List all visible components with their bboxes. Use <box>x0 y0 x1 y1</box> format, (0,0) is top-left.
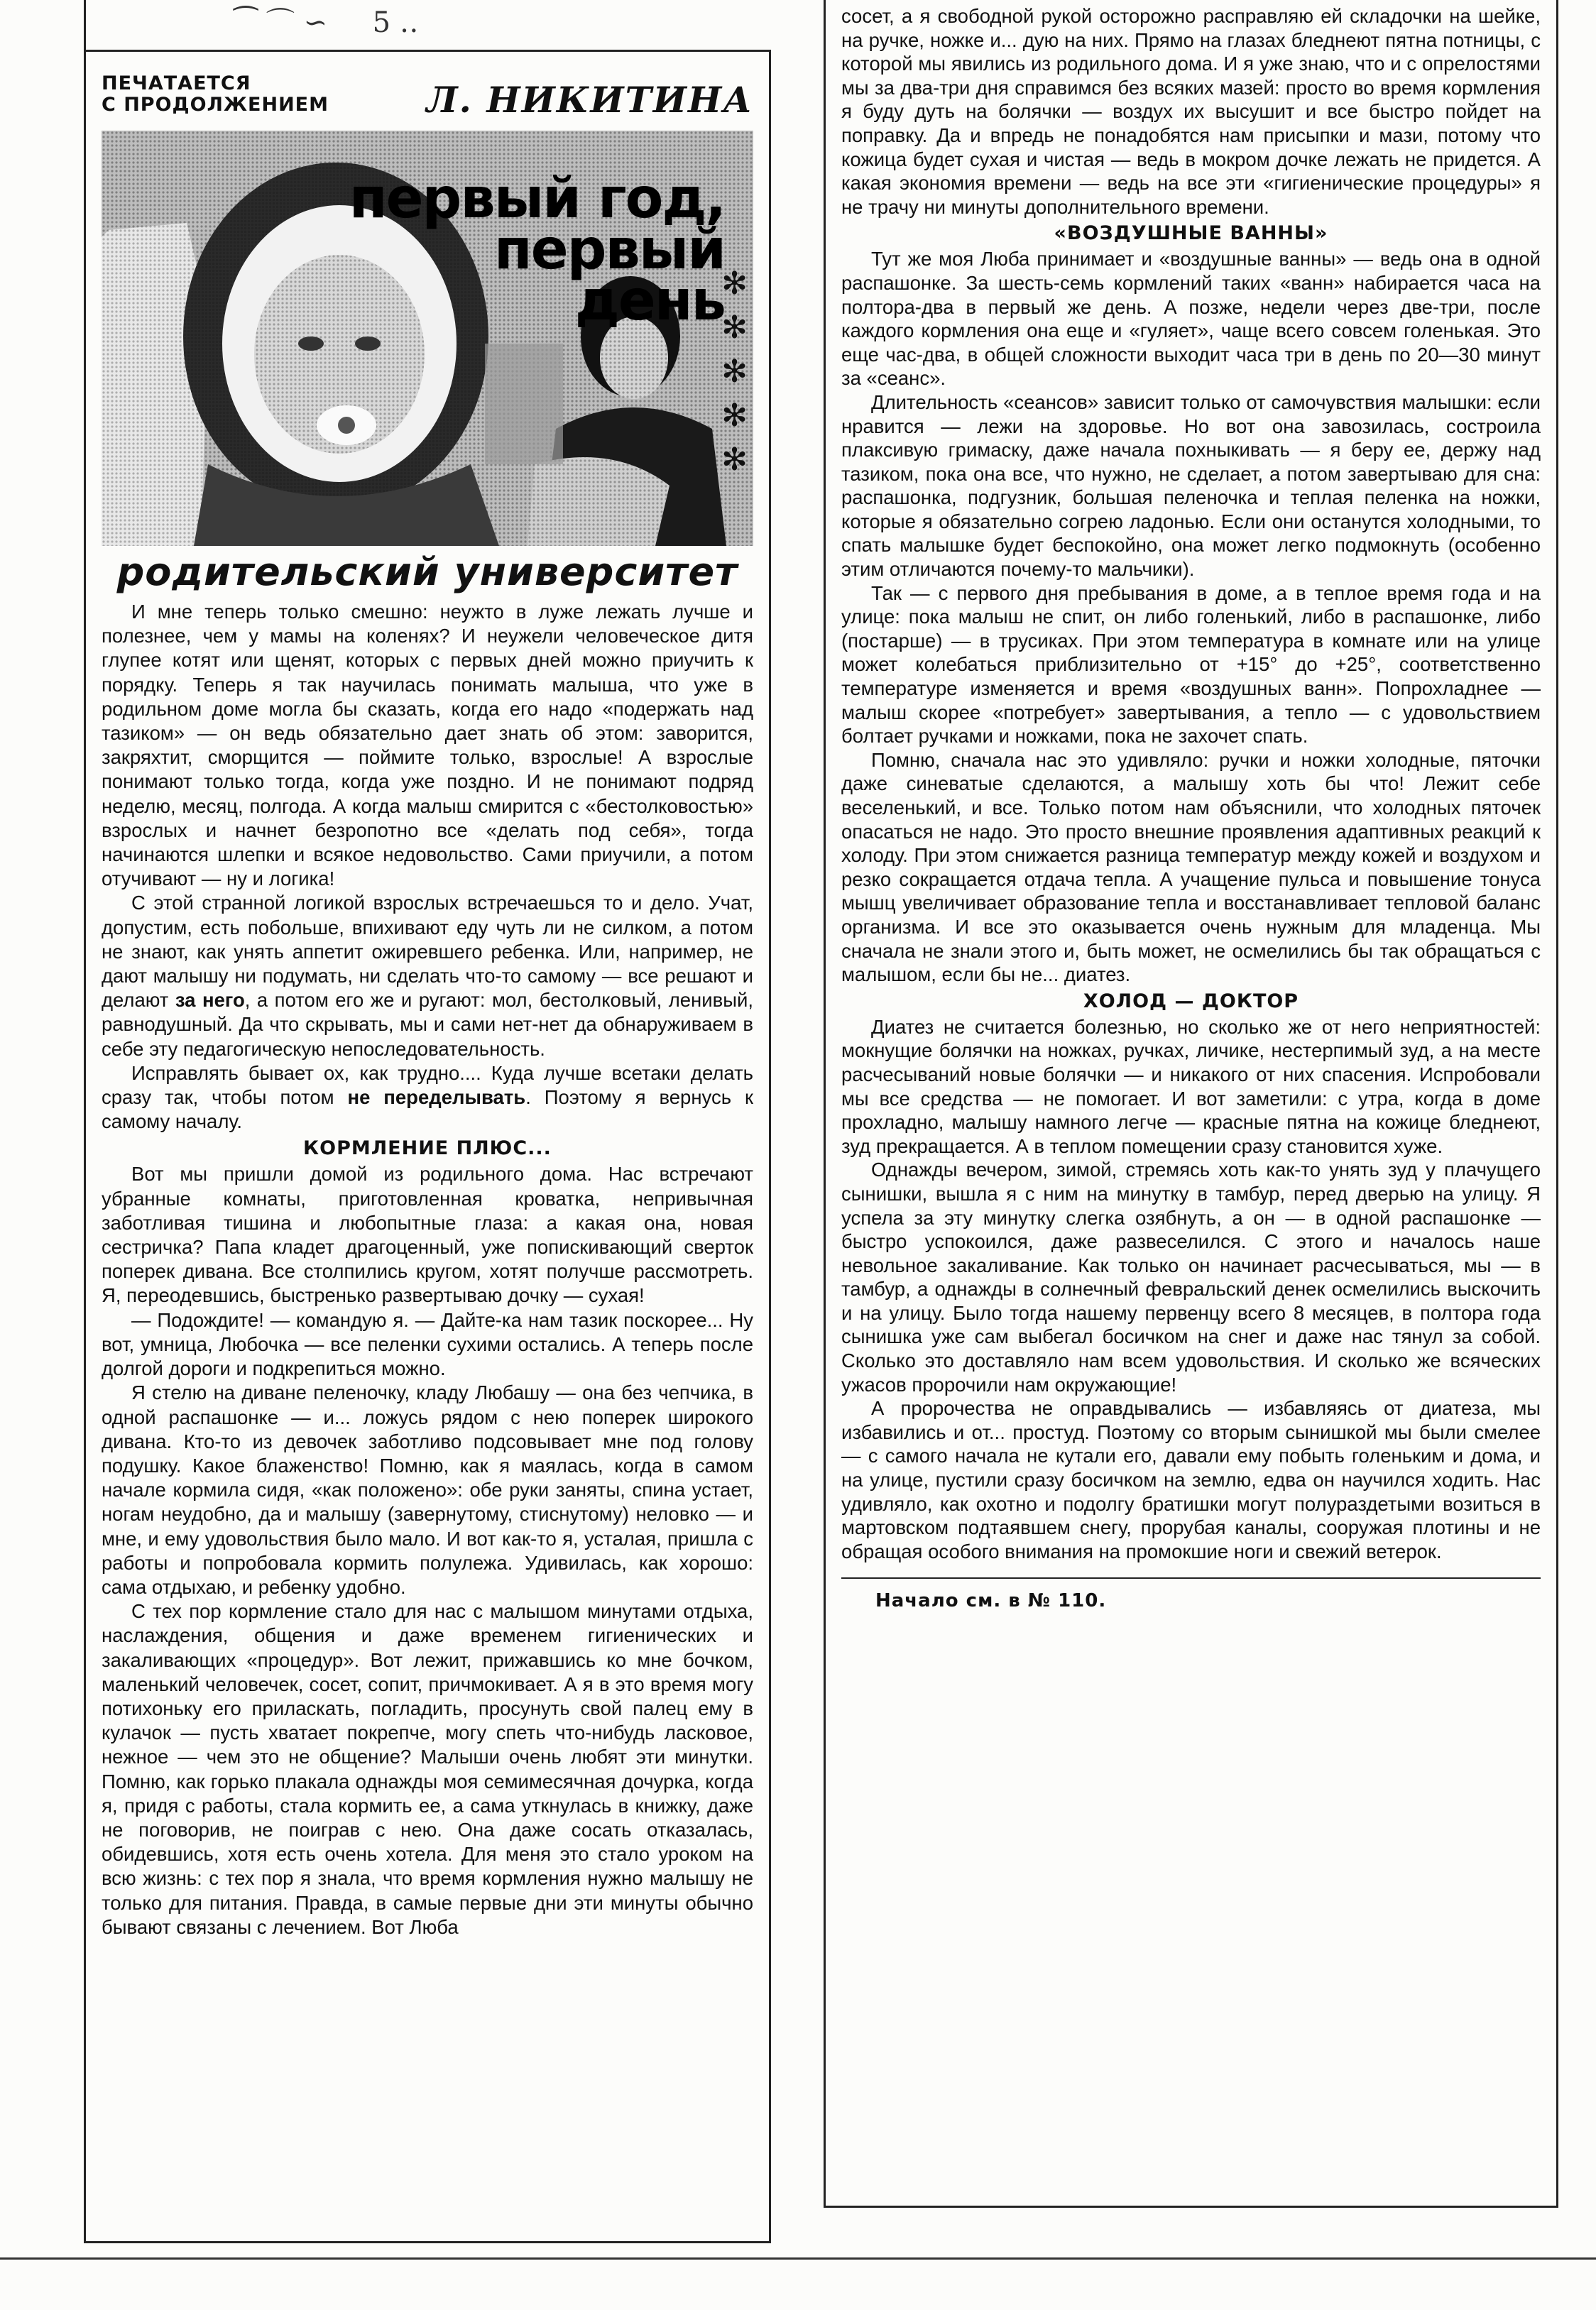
subheading-cold-doctor: ХОЛОД — ДОКТОР <box>1083 990 1299 1012</box>
continuation-kicker <box>102 73 329 116</box>
header-photo <box>102 131 753 546</box>
paragraph: Исправлять бывает ох, как трудно.... Куда лучше всетаки делать сразу так, чтобы потом не переделывать. Поэтому я вернусь к самому началу. <box>102 1061 753 1133</box>
subheading-air-baths: «ВОЗДУШНЫЕ ВАННЫ» <box>1054 222 1328 245</box>
paragraph: А пророчества не оправдывались — избавляясь от диатеза, мы избавились и от... простуд. Поэтому со вторым сынишкой мы были смелее — с самого начала не кутали его, давали ему побыть голеньким и дома, и на улице, пустили сразу босичком на землю, едва он научился ходить. Нас удивляло, как охотно и подолгу братишки могут полураздетыми возиться в мартовском подтаявшем снегу, прорубая каналы, сооружая плотины и не обращая особого внимания на промокшие ноги и свежий ветерок. <box>841 1397 1541 1562</box>
paragraph: сосет, а я свободной рукой осторожно расправляю ей складочки на шейке, на ручке, ножке и... дую на них. Прямо на глазах бледнеют пятна потницы, с которой мы явились из родильного дома. И я уже знаю, что и с опрелостями мы за два-три дня справимся без всяких мазей: просто во время кормления я буду дуть на болячки — воздух их высушит и все быстро пойдет на поправку. Да и впредь не понадобятся нам присыпки и мази, потому что кожица будет сухая и чистая — ведь в мокром дочке лежать не придется. А какая экономия времени — ведь на все эти «гигиенические процедуры» я не трачу ни минуты дополнительного времени. <box>841 5 1541 218</box>
star-icon: ✻ <box>721 310 748 346</box>
article-header <box>102 73 753 121</box>
paragraph: Длительность «сеансов» зависит только от самочувствия малышки: если нравится — лежи на здоровье. Но вот она завозилась, состроила плаксивую гримаску, даже начала похныкивать — я беру ее, держу над тазиком, пока она все, что нужно, не сделает, а потом завертываю для сна: распашонка, подгузник, большая пеленочка и теплая пеленка на ножки, которые я обязательно согрею ладонью. Если они останутся холодными, то спать малышке будет беспокойно, она может легко подмокнуть (особенно этим отличаются почему-то мальчики). <box>841 390 1541 581</box>
paragraph: И мне теперь только смешно: неужто в луже лежать лучше и полезнее, чем у мамы на коленях? И неужели человеческое дитя глупее котят или щенят, которых с первых дней можно приучить к порядку. Теперь я так научилась понимать малыша, что уже в родильном доме могла бы сказать, когда его надо «подержать над тазиком» — он ведь обязательно дает знать об этом: заворится, закряхтит, сморщится — поймите только, взрослые! А взрослые понимают только тогда, когда уже поздно. И не понимают подряд неделю, месяц, полгода. А когда малыш смирится с «бестолковостью» взрослых и начнет безропотно все «делать под себя», тогда начинаются шлепки и всякое недовольство. Сами приучили, а потом отучивают — ну и логика! <box>102 601 753 890</box>
paragraph: С тех пор кормление стало для нас с малышом минутами отдыха, наслаждения, общения и даже временем гигиенических и закаливающих «процедур». Вот лежит, прижавшись ко мне бочком, маленький человечек, сосет, сопит, причмокивает. А я в это время могу потихоньку его приласкать, погладить, просунуть свой палец ему в кулачок — пусть хватает покрепче, могу спеть что-нибудь ласковое, нежное — чем это не общение? Малыши очень любят эти минутки. Помню, как горько плакала однажды моя семимесячная дочурка, когда я, придя с работы, стала кормить ее, а сама уткнулась в книжку, даже не поговорив, не поиграв с нею. Она даже сосать отказалась, обидевшись, хотя есть очень хотела. Для меня это стало уроком на всю жизнь: с тех пор я знала, что время кормления нужно малышу не только для питания. Правда, в самые первые дни эти минуты обычно бывают связаны с лечением. Вот Люба <box>102 1600 753 1938</box>
right-column <box>824 0 1558 2208</box>
star-icon: ✻ <box>721 398 748 434</box>
star-icon: ✻ <box>721 354 748 390</box>
continuation-note: Начало см. в № 110. <box>841 1577 1541 1611</box>
paragraph: Я стелю на диване пеленочку, кладу Любашу — она без чепчика, в одной распашонке — и... ложусь рядом с нею поперек широкого дивана. Кто-то из девочек заботливо подсовывает мне под голову подушку. Какое блаженство! Помню, как я маялась, когда в самом начале кормила сидя, «как положено»: обе руки заняты, спина устает, ногам неудобно, да и малышу (завернутому, стиснутому) неловко — и мне, и ему удовольствия было мало. И вот как-то я, усталая, пришла с работы и попробовала кормить полулежа. Удивилась, как хорошо: сама отдыхаю, и ребенку удобно. <box>102 1381 753 1598</box>
paragraph: Однажды вечером, зимой, стремясь хоть как-то унять зуд у плачущего сынишки, вышла я с ним на минутку в тамбур, перед дверью на улицу. Я успела за эту минутку слегка озябнуть, а он — в одной распашонке — быстро успокоился, даже развеселился. С этого и началось наше невольное закаливание. Как только он начинает расчесываться, мы — в тамбур, а однажды в солнечный февральский денек осмелились выскочить и на улицу. Было тогда нашему первенцу всего 8 месяцев, в полтора года сынишка уже сам выбегал босичком на снег и даже нас тянул за собой. Сколько это доставляло нам всем удовольствия. И сколько же всяческих ужасов пророчили нам окружающие! <box>841 1159 1541 1396</box>
title-line-2: первый <box>493 218 725 282</box>
star-ornaments <box>721 262 748 482</box>
article-title <box>349 167 725 333</box>
left-column <box>84 50 771 2243</box>
paragraph: Помню, сначала нас это удивляло: ручки и ножки холодные, пяточки даже синеватые сделаются, а малышу хоть бы что! Лежит себе веселенький, и все. Только потом нам объяснили, что холодных пяточек опасаться не надо. Это просто внешние проявления адаптивных реакций к холоду. При этом снижается разница температур между кожей и воздухом и резко сокращается отдача тепла. А учащение пульса и повышение тонуса мышц увеличивает образование тепла и восстанавливает тепловой баланс организма. И все это оказывается очень нужным для младенца. Мы сначала не знали этого и, быть может, не осмелились бы так обращаться с малышом, если бы не... диатез. <box>841 748 1541 986</box>
kicker-line-2: С ПРОДОЛЖЕНИЕМ <box>102 94 329 116</box>
title-line-1: первый год, <box>349 167 725 231</box>
title-line-3: день <box>574 269 725 333</box>
paragraph: С этой странной логикой взрослых встречаешься то и дело. Учат, допустим, есть побольше, впихивают еду чуть ли не силком, а потом не знают, как унять аппетит ожиревшего ребенка. Или, например, не дают малышу ни подумать, ни сделать что-то самому — все решают и делают за него, а потом его же и ругают: мол, бестолковый, ленивый, равнодушный. Да что скрывать, мы и сами нет-нет да обнаруживаем в себе эту педагогическую непоследовательность. <box>102 892 753 1060</box>
star-icon: ✻ <box>721 442 748 478</box>
author-name: Л. НИКИТИНА <box>426 79 753 121</box>
right-article-text <box>841 4 1541 1611</box>
kicker-line-1: ПЕЧАТАЕТСЯ <box>102 72 251 94</box>
paragraph: Диатез не считается болезнью, но сколько же от него неприятностей: мокнущие болячки на ножках, ручках, личике, нестерпимый зуд, а на месте расчесываний новые болячки — и никакого от них спасения. Испробовали мы все средства — не помогает. И вот заметили: с утра, когда в доме прохладно, малышу намного легче — красные пятна на кожице бледнеют, зуд прекращается. А в теплом помещении сразу становится хуже. <box>841 1015 1541 1157</box>
left-article-text <box>102 600 753 1939</box>
paragraph: Тут же моя Люба принимает и «воздушные ванны» — ведь она в одной распашонке. За шесть-семь кормлений таких «ванн» набирается часа на полтора-два в первый же день. А позже, недели через две-три, после каждого кормления она еще и «гуляет», чаще всего совсем голенькая. Это еще час-два, в общей сложности выходит часа три в день по 20—30 минут за «сеанс». <box>841 248 1541 390</box>
paragraph: — Подождите! — командую я. — Дайте-ка нам тазик поскорее... Ну вот, умница, Любочка — все пеленки сухими остались. А теперь после долгой дороги и подкрепиться можно. <box>102 1308 753 1380</box>
subheading-feeding: КОРМЛЕНИЕ ПЛЮС... <box>303 1137 552 1160</box>
bottom-rule <box>0 2257 1596 2260</box>
column-rule <box>84 0 86 50</box>
paragraph: Так — с первого дня пребывания в доме, а в теплое время года и на улице: пока малыш не спит, он либо голенький, либо в распашонке, либо (постарше) — в трусиках. При этом температура в комнате или на улице может колебаться приблизительно от +15° до +25°, соответственно температуре изменяется и время «воздушных ванн». Попрохладнее — малыш скорее «потребует» завертывания, а тепло — с удовольствием болтает ручками и ножками, пока не захочет спать. <box>841 581 1541 748</box>
emphasis: не переделывать <box>347 1086 526 1109</box>
handwritten-mark: ⁀ ⌒ ∽ 5 ‥ <box>234 6 419 39</box>
star-icon: ✻ <box>721 266 748 302</box>
paragraph: Вот мы пришли домой из родильного дома. Нас встречают убранные комнаты, приготовленная кроватка, непривычная заботливая тишина и любопытные глаза: а какая она, новая сестричка? Папа кладет драгоценный, уже попискивающий сверток поперек дивана. Все столпились кругом, хотят получше рассмотреть. Я, переодевшись, быстренько развертываю дочку — сухая! <box>102 1163 753 1307</box>
section-rubric: родительский университет <box>116 549 738 594</box>
emphasis: за него <box>175 989 245 1012</box>
